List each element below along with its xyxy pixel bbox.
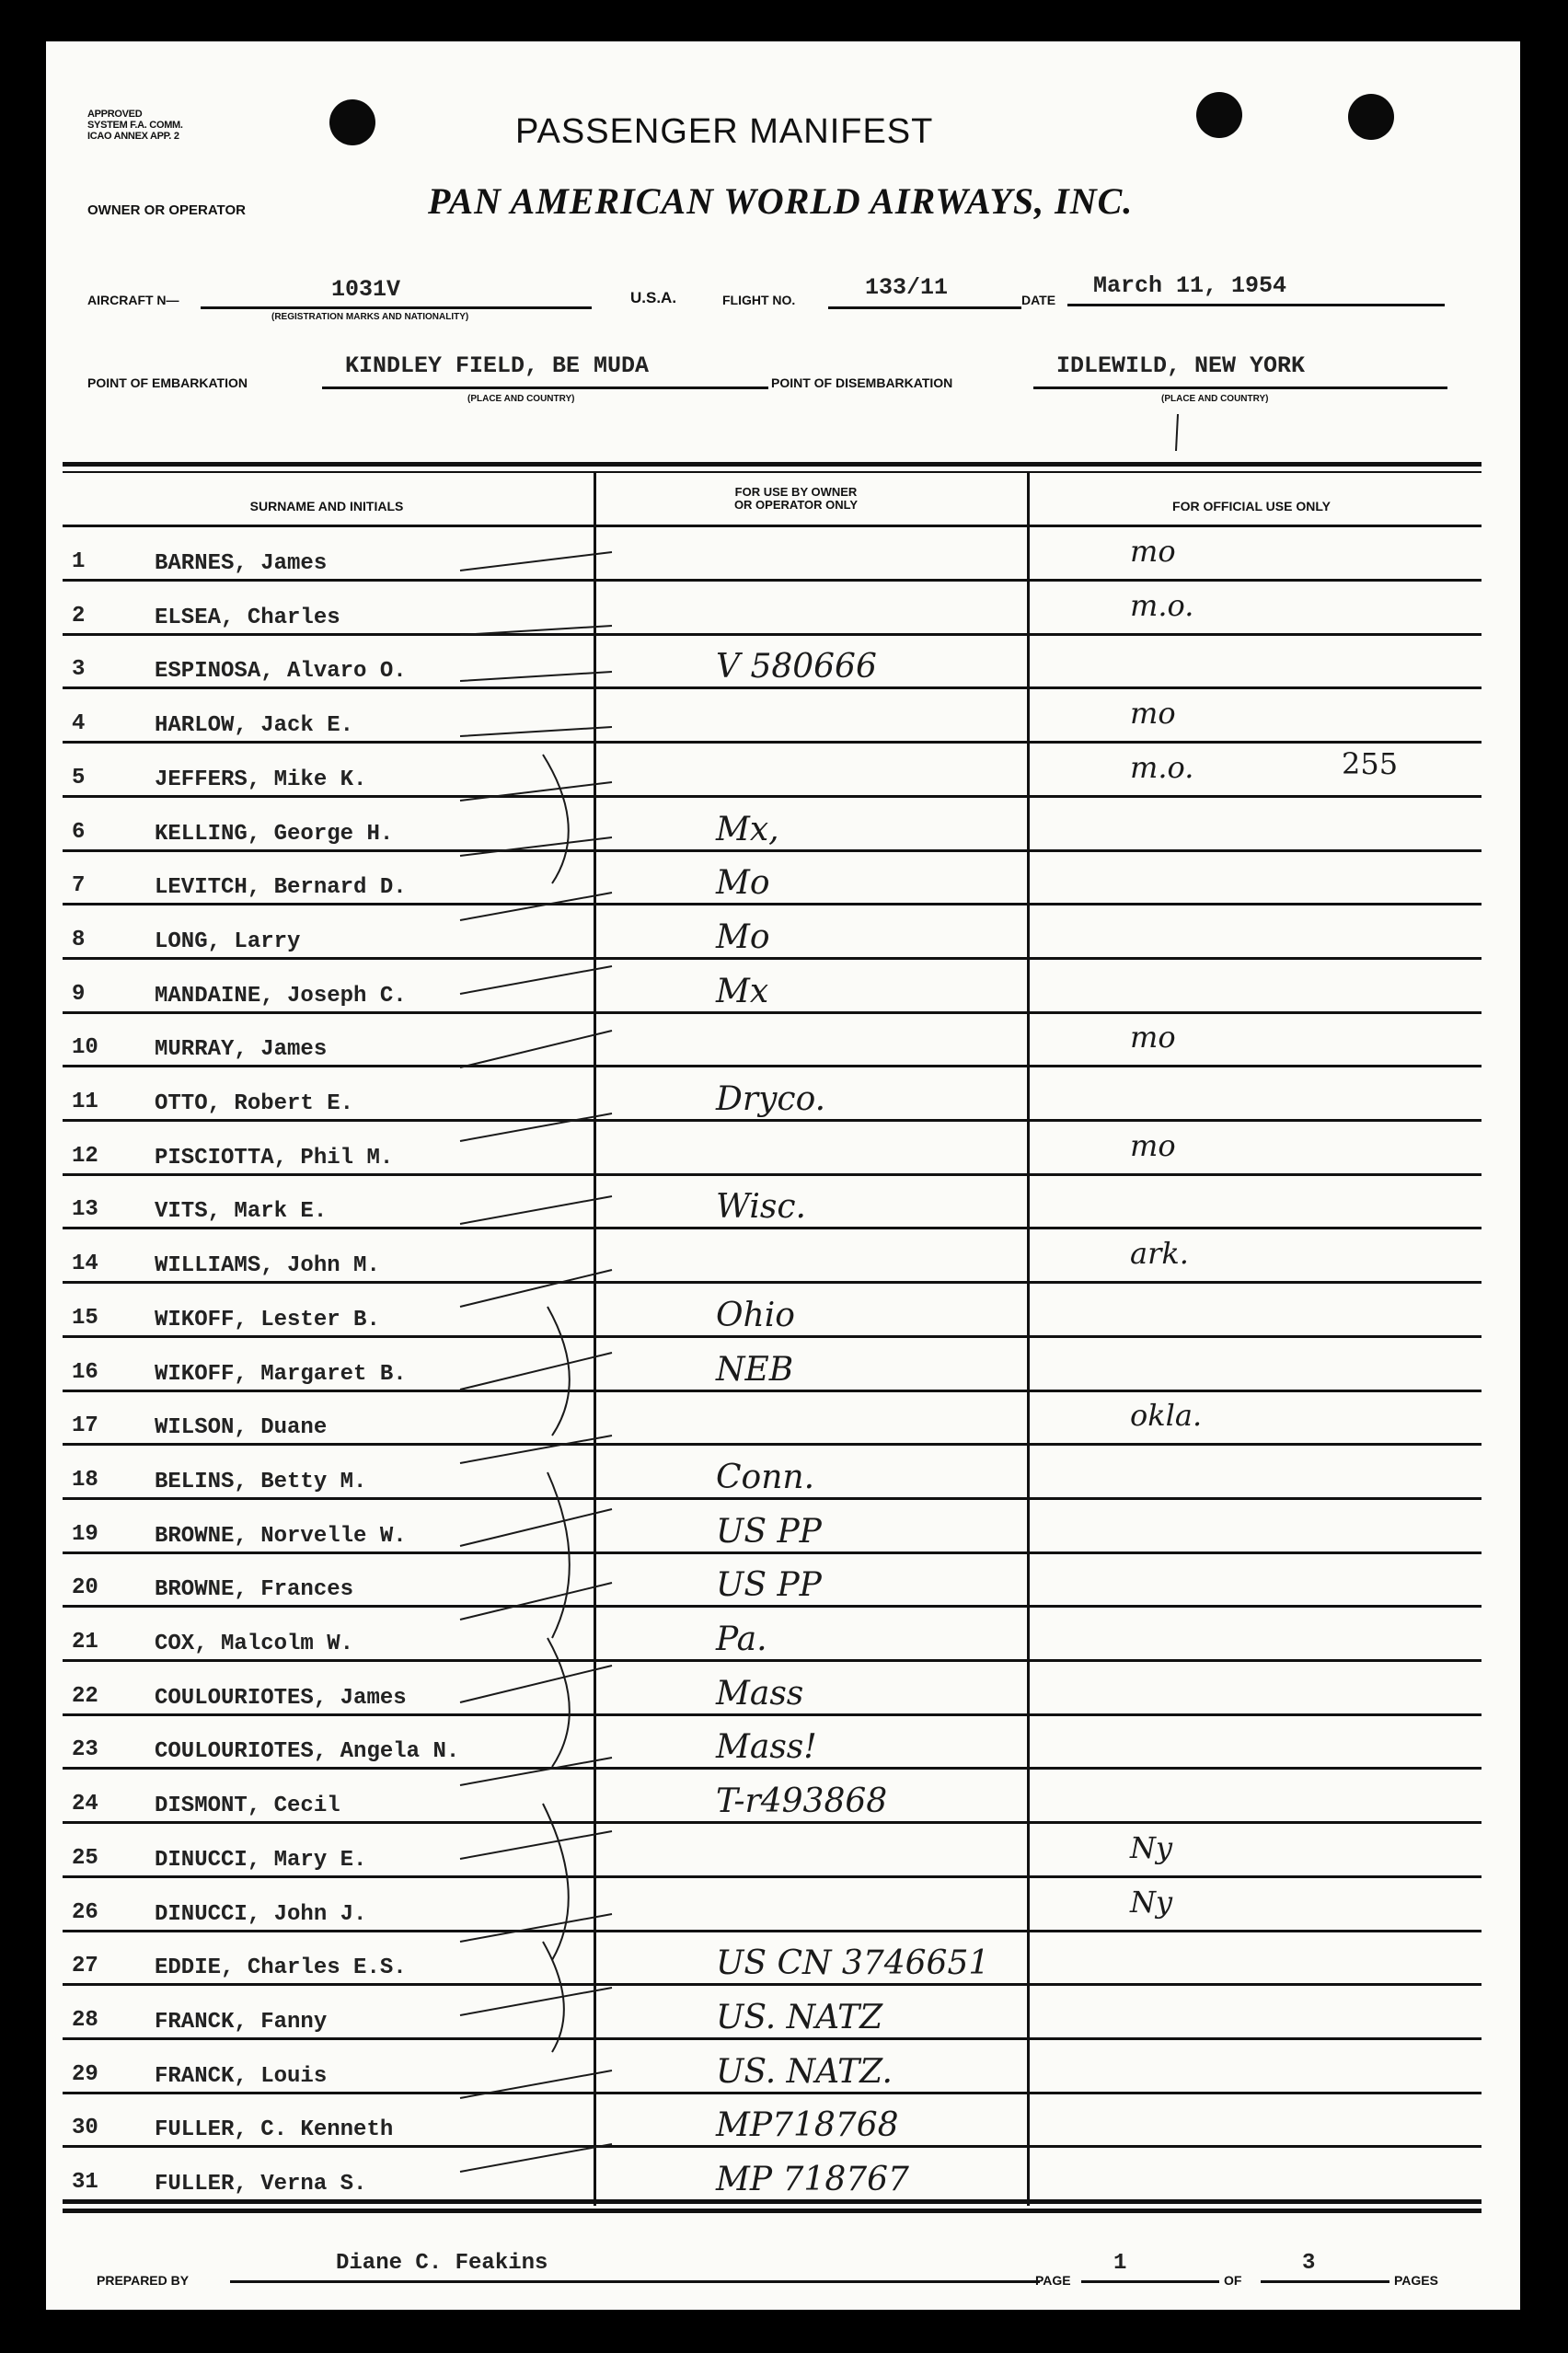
official-use-note: m.o. [1130,749,1194,785]
passenger-number: 24 [72,1792,98,1817]
official-use-note: mo [1130,1127,1176,1163]
official-use-note: mo [1130,1020,1176,1055]
official-use-note: m.o. [1130,587,1194,623]
table-bottom-rule [63,2209,1482,2213]
passenger-number: 17 [72,1413,98,1439]
owner-use-note: Mo [716,864,770,903]
owner-use-note: US PP [716,1512,822,1551]
owner-use-note: MP718768 [716,2106,899,2145]
passenger-number: 3 [72,657,86,683]
passenger-number: 28 [72,2007,98,2033]
registration-note: (REGISTRATION MARKS AND NATIONALITY) [271,312,469,322]
passenger-number: 25 [72,1845,98,1871]
country-label: U.S.A. [630,289,677,306]
passenger-name: HARLOW, Jack E. [155,713,354,739]
passenger-name: DISMONT, Cecil [155,1794,340,1819]
page-value: 1 [1113,2251,1127,2276]
passenger-number: 30 [72,2116,98,2141]
passenger-name: FULLER, Verna S. [155,2172,367,2197]
passenger-number: 5 [72,765,86,790]
approval-line: APPROVED [87,109,143,120]
date-label: DATE [1021,293,1056,307]
aircraft-label: AIRCRAFT N— [87,293,179,307]
disembark-value: IDLEWILD, NEW YORK [1056,352,1306,379]
embark-label: POINT OF EMBARKATION [87,375,248,390]
passenger-number: 1 [72,549,86,574]
passenger-name: DINUCCI, John J. [155,1901,367,1927]
place-note: (PLACE AND COUNTRY) [1161,394,1269,404]
passenger-number: 12 [72,1143,98,1169]
passenger-name: EDDIE, Charles E.S. [155,1955,407,1981]
page-title: PASSENGER MANIFEST [515,112,934,151]
official-use-note: Ny [1130,1884,1173,1920]
passenger-number: 20 [72,1575,98,1601]
passenger-name: ELSEA, Charles [155,605,340,630]
owner-use-note: US. NATZ. [716,2052,893,2091]
passenger-name: MURRAY, James [155,1037,328,1063]
passenger-number: 4 [72,711,86,737]
aircraft-value: 1031V [331,276,401,303]
passenger-name: PISCIOTTA, Phil M. [155,1145,394,1171]
owner-use-note: T-r493868 [716,1782,888,1821]
official-use-note: Ny [1130,1829,1173,1865]
owner-use-note: Pa. [716,1621,767,1658]
owner-use-note: Conn. [716,1458,815,1496]
owner-use-note: Mx [716,972,769,1010]
table-bottom-rule [63,2201,1482,2204]
passenger-number: 16 [72,1359,98,1385]
field-underline [1081,2280,1219,2283]
passenger-number: 2 [72,603,86,629]
passenger-name: BROWNE, Norvelle W. [155,1523,407,1549]
official-use-note: ark. [1130,1236,1189,1272]
passenger-number: 15 [72,1305,98,1331]
passenger-number: 7 [72,873,86,899]
passenger-name: VITS, Mark E. [155,1199,328,1225]
passenger-name: JEFFERS, Mike K. [155,767,367,792]
owner-use-note: Wisc. [716,1188,806,1227]
passenger-name: BARNES, James [155,551,328,576]
official-use-note: mo [1130,696,1176,732]
passenger-number: 23 [72,1737,98,1763]
pages-value: 3 [1302,2251,1316,2276]
owner-use-note: US PP [716,1566,822,1605]
passenger-name: WIKOFF, Lester B. [155,1307,380,1332]
passenger-name: LONG, Larry [155,929,301,954]
disembark-label: POINT OF DISEMBARKATION [771,375,953,390]
official-use-note: okla. [1130,1398,1203,1434]
owner-use-note: Mass [716,1674,804,1713]
flight-value: 133/11 [865,274,949,301]
passenger-number: 27 [72,1954,98,1979]
passenger-number: 9 [72,981,86,1007]
owner-use-note: Mass! [716,1728,817,1767]
owner-use-note: Mx, [716,810,779,848]
passenger-name: OTTO, Robert E. [155,1091,354,1116]
passenger-number: 11 [72,1090,98,1114]
official-use-note: mo [1130,534,1176,569]
passenger-name: FULLER, C. Kenneth [155,2117,394,2143]
passenger-number: 21 [72,1630,98,1655]
passenger-name: DINUCCI, Mary E. [155,1847,367,1873]
passenger-name: BROWNE, Frances [155,1577,354,1603]
prepared-by-label: PREPARED BY [97,2273,190,2288]
page-label: PAGE [1035,2273,1071,2288]
owner-use-note: MP 718767 [716,2161,909,2198]
pages-label: PAGES [1394,2273,1438,2288]
name-column-header: SURNAME AND INITIALS [249,499,404,513]
owner-use-note: V 580666 [716,648,877,686]
passenger-name: LEVITCH, Bernard D. [155,875,407,901]
passenger-name: COX, Malcolm W. [155,1632,354,1656]
prepared-by-value: Diane C. Feakins [336,2251,548,2276]
passenger-name: WILSON, Duane [155,1415,328,1441]
approval-line: ICAO ANNEX APP. 2 [87,131,179,142]
passenger-name: FRANCK, Louis [155,2063,328,2089]
owner-use-note: Ohio [716,1296,795,1334]
passenger-number: 8 [72,927,86,952]
operator-name: PAN AMERICAN WORLD AIRWAYS, INC. [428,180,1134,222]
passenger-number: 14 [72,1251,98,1277]
passenger-number: 6 [72,819,86,845]
passenger-name: MANDAINE, Joseph C. [155,983,407,1009]
place-note: (PLACE AND COUNTRY) [467,394,575,404]
approval-line: SYSTEM F.A. COMM. [87,120,183,131]
passenger-name: COULOURIOTES, Angela N. [155,1739,460,1765]
passenger-name: WIKOFF, Margaret B. [155,1361,407,1387]
owner-column-header-line: OR OPERATOR ONLY [733,498,859,512]
passenger-number: 13 [72,1197,98,1223]
official-use-number: 255 [1342,745,1399,781]
of-label: OF [1224,2273,1242,2288]
passenger-name: FRANCK, Fanny [155,2009,328,2035]
passenger-number: 26 [72,1899,98,1925]
owner-use-note: Mo [716,917,770,956]
passenger-number: 18 [72,1467,98,1493]
passenger-number: 31 [72,2170,98,2195]
passenger-name: BELINS, Betty M. [155,1469,367,1494]
owner-column-header-line: FOR USE BY OWNER [734,485,858,499]
owner-use-note: US. NATZ [716,1998,883,2036]
passenger-number: 22 [72,1683,98,1709]
date-value: March 11, 1954 [1093,272,1287,299]
embark-value: KINDLEY FIELD, BE MUDA [345,352,650,379]
owner-use-note: NEB [716,1350,794,1389]
passenger-number: 29 [72,2061,98,2087]
owner-label: OWNER OR OPERATOR [87,202,246,218]
passenger-name: WILLIAMS, John M. [155,1253,380,1279]
official-column-header: FOR OFFICIAL USE ONLY [1172,499,1331,513]
passenger-name: COULOURIOTES, James [155,1685,407,1711]
passenger-name: KELLING, George H. [155,821,394,847]
passenger-number: 10 [72,1035,98,1061]
passenger-number: 19 [72,1521,98,1547]
field-underline [1261,2280,1389,2283]
passenger-name: ESPINOSA, Alvaro O. [155,659,407,685]
owner-use-note: Dryco. [716,1080,826,1118]
owner-use-note: US CN 3746651 [716,1944,990,1983]
flight-label: FLIGHT NO. [722,293,796,307]
field-underline [230,2280,1040,2283]
